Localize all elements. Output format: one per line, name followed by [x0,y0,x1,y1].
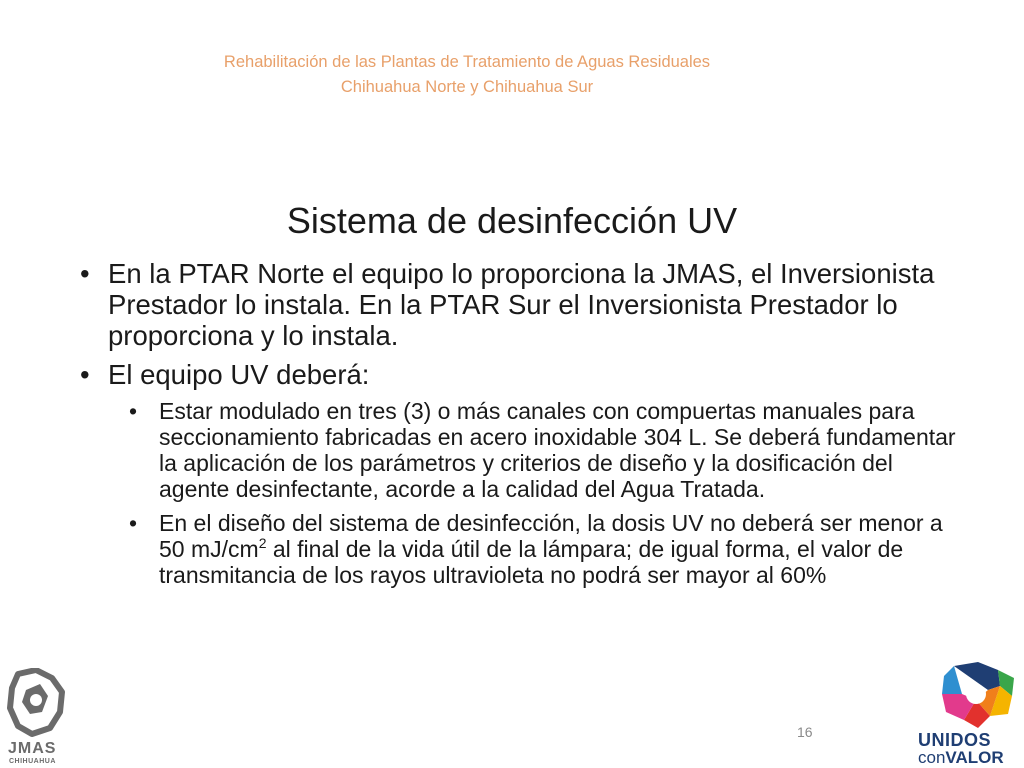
sub-bullet-text-part1: En el diseño del sistema de desinfección, la dosis UV no deberá ser menor a 50 mJ/cm [159,510,943,562]
sub-bullet-item [129,510,960,588]
bullet-item [80,258,960,351]
slide-title: Sistema de desinfección UV [286,200,738,241]
jmas-logo-name: JMAS [8,740,57,757]
slide-body [80,258,960,596]
sub-bullet-text [159,510,943,588]
unidos-logo-line2 [918,748,1004,768]
bullet-text: En la PTAR Norte el equipo lo proporciona la JMAS, el Inversionista Prestador lo instala. En la PTAR Sur el Inversionista Prestador lo proporciona y lo instala. [108,258,935,351]
unidos-logo-con: con [918,748,946,767]
bullet-item [80,359,960,390]
bullet-text: El equipo UV deberá: [108,359,370,390]
slide-header [0,50,934,100]
unidos-con-valor-logo [916,660,1022,768]
unidos-emblem-icon [938,660,1018,730]
bullet-icon: • [80,359,90,390]
sub-bullet-item [129,398,960,502]
bullet-icon: • [80,258,90,289]
unidos-logo-valor: VALOR [945,748,1004,767]
bullet-icon: • [129,398,138,424]
header-line-1: Rehabilitación de las Plantas de Tratamiento de Aguas Residuales [223,53,711,71]
jmas-logo [6,668,72,768]
sub-bullet-text-part2: al final de la vida útil de la lámpara; de igual forma, el valor de transmitancia de los rayos ultravioleta no podrá ser mayor al 60% [159,536,904,588]
jmas-emblem-icon [6,668,66,738]
superscript: 2 [258,535,267,551]
page-number: 16 [797,724,813,740]
bullet-icon: • [129,510,138,536]
unidos-logo-line1: UNIDOS [918,730,992,750]
header-line-2: Chihuahua Norte y Chihuahua Sur [340,78,594,96]
jmas-logo-sub: CHIHUAHUA [9,758,56,765]
sub-bullet-text: Estar modulado en tres (3) o más canales con compuertas manuales para seccionamiento fabricadas en acero inoxidable 304 L. Se deberá fundamentar la aplicación de los parámetros y criterios de diseño y la dosificación del agente desinfectante, acorde a la calidad del Agua Tratada. [159,398,956,502]
